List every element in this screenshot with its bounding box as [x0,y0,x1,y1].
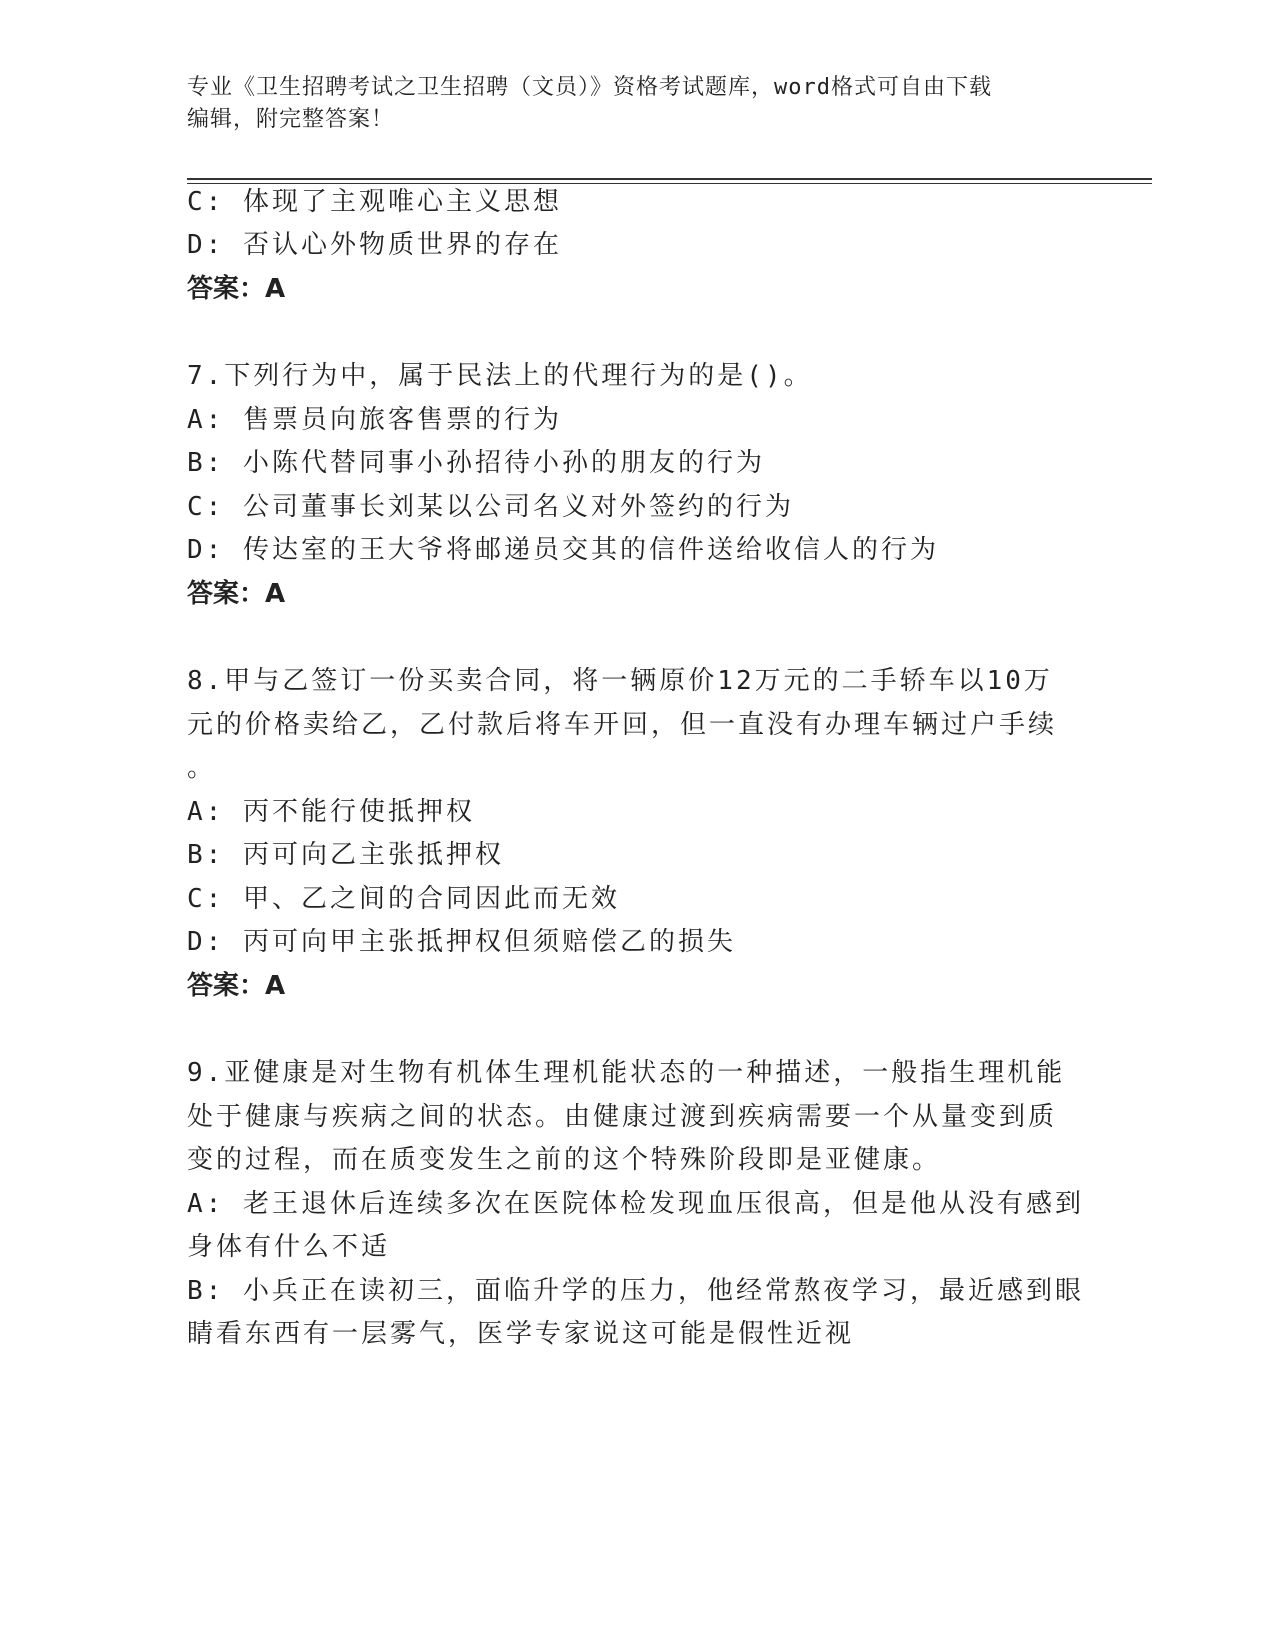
q7-option-a: A: 售票员向旅客售票的行为 [187,405,562,435]
q8-stem-line-3: 。 [187,753,217,783]
q8-stem-line-2: 元的价格卖给乙，乙付款后将车开回，但一直没有办理车辆过户手续 [187,710,1058,740]
q8-stem-line-1: 8.甲与乙签订一份买卖合同，将一辆原价12万元的二手轿车以10万 [187,666,1053,696]
q7-stem: 7.下列行为中，属于民法上的代理行为的是()。 [187,361,813,391]
q9-stem-line-3: 变的过程，而在质变发生之前的这个特殊阶段即是亚健康。 [187,1145,942,1175]
header-rule [187,178,1152,180]
q8-option-a: A: 丙不能行使抵押权 [187,797,475,827]
header-line-2: 编辑，附完整答案！ [187,107,395,132]
q6-option-d: D: 否认心外物质世界的存在 [187,230,562,260]
q9-option-a-line-2: 身体有什么不适 [187,1232,391,1262]
q9-stem-line-2: 处于健康与疾病之间的状态。由健康过渡到疾病需要一个从量变到质 [187,1102,1058,1132]
q7-answer: 答案：A [187,579,286,609]
q6-option-c: C: 体现了主观唯心主义思想 [187,187,562,217]
q8-option-c: C: 甲、乙之间的合同因此而无效 [187,884,620,914]
q8-option-d: D: 丙可向甲主张抵押权但须赔偿乙的损失 [187,927,736,957]
header-line-1: 专业《卫生招聘考试之卫生招聘（文员）》资格考试题库，word格式可自由下载 [187,75,992,100]
q8-answer: 答案：A [187,971,286,1001]
q7-option-c: C: 公司董事长刘某以公司名义对外签约的行为 [187,492,794,522]
q9-stem-line-1: 9.亚健康是对生物有机体生理机能状态的一种描述，一般指生理机能 [187,1058,1066,1088]
document-header [187,72,1067,136]
q9-option-a-line-1: A: 老王退休后连续多次在医院体检发现血压很高，但是他从没有感到 [187,1189,1084,1219]
q8-option-b: B: 丙可向乙主张抵押权 [187,840,504,870]
header-rule-thin [187,183,1152,184]
q9-option-b-line-1: B: 小兵正在读初三，面临升学的压力，他经常熬夜学习，最近感到眼 [187,1276,1084,1306]
q7-option-d: D: 传达室的王大爷将邮递员交其的信件送给收信人的行为 [187,535,939,565]
q6-answer: 答案：A [187,274,286,304]
q9-option-b-line-2: 睛看东西有一层雾气，医学专家说这可能是假性近视 [187,1319,855,1349]
q7-option-b: B: 小陈代替同事小孙招待小孙的朋友的行为 [187,448,765,478]
